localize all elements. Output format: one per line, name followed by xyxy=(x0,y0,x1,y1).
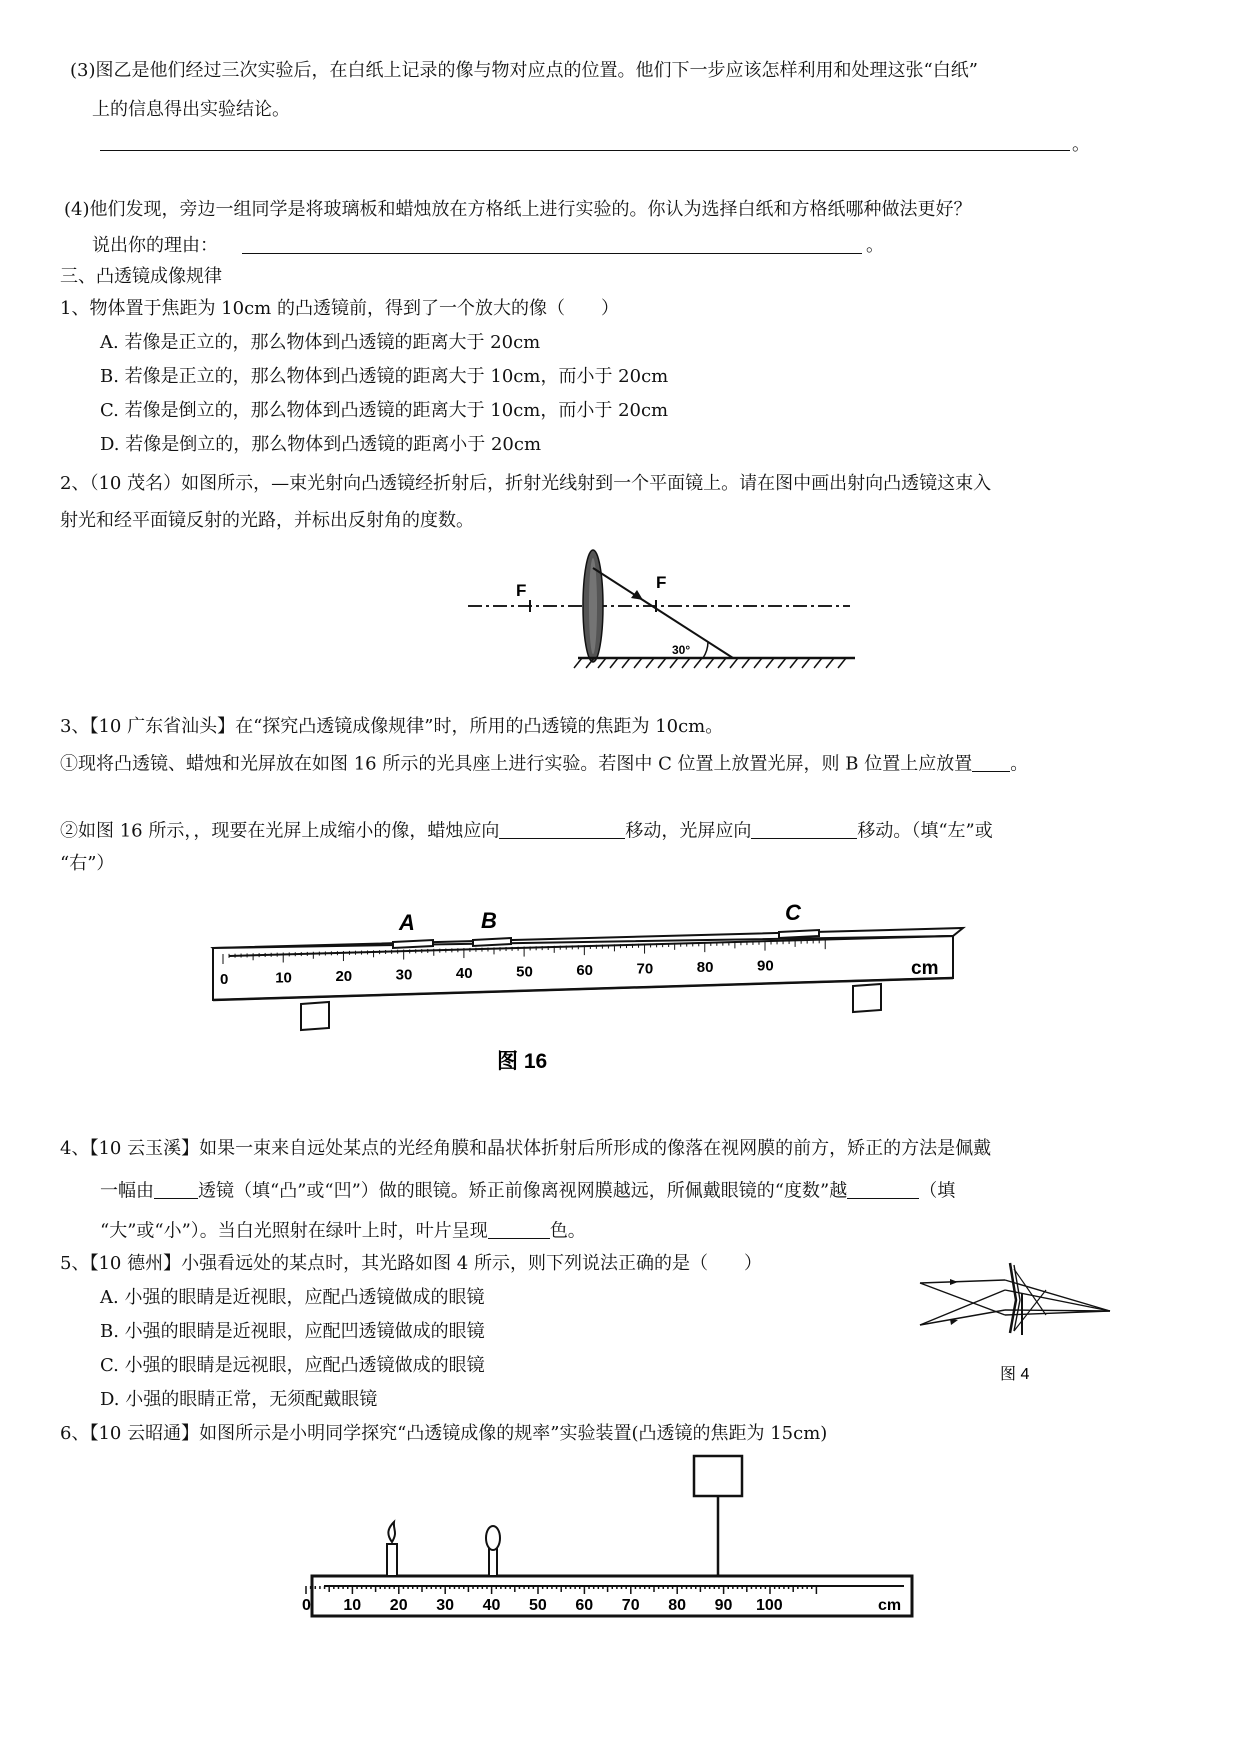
ruler-unit: cm xyxy=(878,1597,902,1614)
arrow-1 xyxy=(950,1279,958,1285)
bench-foot-left xyxy=(301,1002,329,1030)
ruler-label: 30 xyxy=(436,1597,454,1614)
q4-line1: (4)他们发现，旁边一组同学是将玻璃板和蜡烛放在方格纸上进行实验的。你认为选择白纸和方格纸哪种做法更好？ xyxy=(64,199,972,220)
ray-lower xyxy=(920,1310,1005,1325)
item4-blank-color[interactable] xyxy=(488,1220,550,1239)
q4-end: 。 xyxy=(866,235,884,256)
scale-label: 30 xyxy=(395,966,413,984)
holder-c xyxy=(779,930,819,938)
holder-b xyxy=(473,938,511,946)
item5-option-a: A. 小强的眼睛是近视眼，应配凸透镜做成的眼镜 xyxy=(100,1287,485,1308)
item2-line1: 2、（10 茂名）如图所示，—束光射向凸透镜经折射后，折射光线射到一个平面镜上。请在图中画出射向凸透镜这束入 xyxy=(60,473,992,494)
item4-line3 xyxy=(100,1220,586,1240)
item4-line2-mid: 透镜（填“凸”或“凹”）做的眼镜。矫正前像离视网膜越远，所佩戴眼镜的“度数”越 xyxy=(198,1180,848,1202)
label-a: A xyxy=(399,910,415,935)
angle-arc xyxy=(703,642,708,658)
lens-highlight xyxy=(589,558,597,654)
ruler-label: 90 xyxy=(714,1597,733,1614)
item5-option-d: D. 小强的眼睛正常，无须配戴眼镜 xyxy=(100,1389,378,1410)
scale-label: 20 xyxy=(335,968,353,986)
q3-end: 。 xyxy=(1072,134,1090,155)
bench-foot-right xyxy=(853,984,881,1012)
scale-label: 0 xyxy=(220,971,229,988)
item4-blank-lens[interactable] xyxy=(154,1180,198,1199)
focus-label-left: F xyxy=(516,581,527,600)
ruler-label: 100 xyxy=(756,1597,783,1614)
q3-line1: (3)图乙是他们经过三次实验后，在白纸上记录的像与物对应点的位置。他们下一步应该怎样利用和处理这张“白纸” xyxy=(70,60,978,81)
scale-label: 40 xyxy=(455,965,473,983)
arrow-2 xyxy=(950,1319,958,1325)
item3-line2 xyxy=(60,753,1028,773)
bench-unit: cm xyxy=(911,958,939,979)
optical-bench-figure-item6 xyxy=(300,1448,940,1628)
item3-blank-candle-direction[interactable] xyxy=(499,820,625,839)
q4-answer-blank[interactable] xyxy=(242,253,862,254)
ruler-label: 20 xyxy=(389,1597,408,1614)
item4-line1: 4、【10 云玉溪】如果一束来自远处某点的光经角膜和晶状体折射后所形成的像落在视网膜的前方，矫正的方法是佩戴 xyxy=(60,1138,992,1159)
q3-line2: 上的信息得出实验结论。 xyxy=(92,99,290,120)
item3-blank-screen-direction[interactable] xyxy=(751,820,857,839)
figure-4-caption: 图 4 xyxy=(1000,1366,1030,1383)
item3-line4: “右”） xyxy=(60,853,115,874)
section-title: 三、凸透镜成像规律 xyxy=(60,266,222,287)
item3-line3 xyxy=(60,820,993,840)
light-screen xyxy=(694,1456,742,1576)
ruler-label: 10 xyxy=(343,1597,362,1614)
item1-option-a: A. 若像是正立的，那么物体到凸透镜的距离大于 20cm xyxy=(100,332,541,353)
item5-option-c: C. 小强的眼睛是远视眼，应配凸透镜做成的眼镜 xyxy=(100,1355,485,1376)
item5-option-b: B. 小强的眼睛是近视眼，应配凹透镜做成的眼镜 xyxy=(100,1321,485,1342)
item5-stem: 5、【10 德州】小强看远处的某点时，其光路如图 4 所示，则下列说法正确的是（ ） xyxy=(60,1253,762,1274)
item3-line3-end: 移动。（填“左”或 xyxy=(857,820,993,842)
item2-line2: 射光和经平面镜反射的光路，并标出反射角的度数。 xyxy=(60,510,474,531)
item1-option-d: D. 若像是倒立的，那么物体到凸透镜的距离小于 20cm xyxy=(100,434,542,455)
angle-label: 30° xyxy=(672,643,691,657)
item3-line2-end: 。 xyxy=(1010,753,1029,775)
item4-line2-text: 一幅由 xyxy=(100,1180,154,1202)
ruler-label: 70 xyxy=(621,1597,640,1614)
figure-16-caption: 图 16 xyxy=(497,1050,548,1073)
scale-label: 90 xyxy=(757,957,774,975)
item4-line3-text: “大”或“小”）。当白光照射在绿叶上时，叶片呈现 xyxy=(100,1220,488,1242)
item3-line3-text: ②如图 16 所示，，现要在光屏上成缩小的像，蜡烛应向 xyxy=(60,820,500,842)
item4-blank-degree[interactable] xyxy=(847,1180,919,1199)
scale-label: 60 xyxy=(576,962,594,980)
item1-option-b: B. 若像是正立的，那么物体到凸透镜的距离大于 10cm，而小于 20cm xyxy=(100,366,669,387)
ray-arrow xyxy=(631,590,643,600)
mirror-hatching xyxy=(574,658,846,668)
scale-label: 10 xyxy=(275,969,292,987)
optical-bench-figure-16 xyxy=(205,890,975,1080)
candle xyxy=(387,1522,397,1576)
ruler-label: 80 xyxy=(668,1597,686,1614)
q4-prompt: 说出你的理由： xyxy=(92,235,218,256)
item4-line3-end: 色。 xyxy=(549,1220,586,1242)
item3-blank-b-position[interactable] xyxy=(972,753,1010,772)
item3-line1: 3、【10 广东省汕头】在“探究凸透镜成像规律”时，所用的凸透镜的焦距为 10cm。 xyxy=(60,716,724,737)
item1-stem: 1、物体置于焦距为 10cm 的凸透镜前，得到了一个放大的像（ ） xyxy=(60,298,619,319)
ray-upper xyxy=(920,1280,1005,1283)
holder-a xyxy=(393,940,433,948)
q3-answer-blank[interactable] xyxy=(100,150,1070,151)
convex-lens-holder xyxy=(486,1526,500,1576)
scale-label: 50 xyxy=(516,963,533,981)
item6-stem: 6、【10 云昭通】如图所示是小明同学探究“凸透镜成像的规率”实验装置(凸透镜的焦距为 15cm) xyxy=(60,1423,828,1444)
lens-mirror-figure xyxy=(460,548,860,678)
eye-light-path-figure-4 xyxy=(910,1255,1135,1400)
item4-line2-end: （填 xyxy=(919,1180,956,1202)
item3-line3-mid: 移动，光屏应向 xyxy=(625,820,752,842)
ruler-label: 40 xyxy=(482,1597,501,1614)
ruler-label: 0 xyxy=(302,1597,311,1614)
scale-label: 80 xyxy=(696,959,714,977)
label-b: B xyxy=(481,908,497,933)
item4-line2 xyxy=(100,1180,955,1200)
item3-line2-text: ①现将凸透镜、蜡烛和光屏放在如图 16 所示的光具座上进行实验。若图中 C 位置上放置光屏，则 B 位置上应放置 xyxy=(60,753,973,775)
ruler-label: 50 xyxy=(529,1597,547,1614)
focus-label-right: F xyxy=(656,573,667,592)
item1-option-c: C. 若像是倒立的，那么物体到凸透镜的距离大于 10cm，而小于 20cm xyxy=(100,400,669,421)
label-c: C xyxy=(785,900,801,925)
scale-label: 70 xyxy=(636,960,654,978)
ruler-label: 60 xyxy=(575,1597,594,1614)
